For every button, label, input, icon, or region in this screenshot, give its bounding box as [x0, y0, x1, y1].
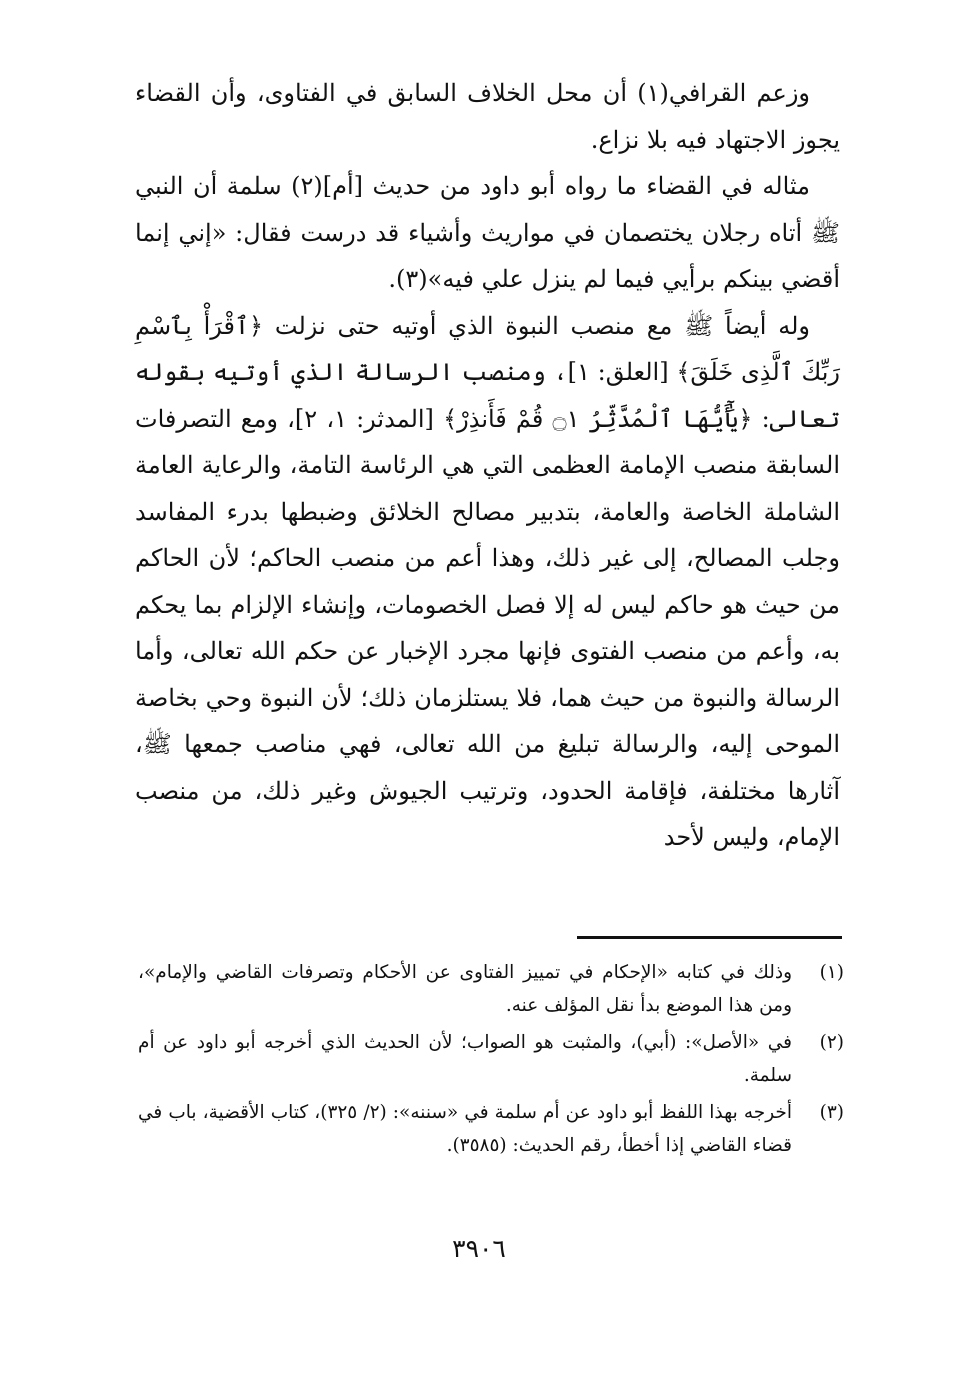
paragraph-1: وزعم القرافي(١) أن محل الخلاف السابق في الفتاوى، وأن القضاء يجوز الاجتهاد فيه بلا نزاع.	[135, 79, 840, 154]
main-text	[135, 70, 840, 861]
footnote-number: (٣)	[819, 1102, 844, 1123]
footnote-text: وذلك في كتابه «الإحكام في تمييز الفتاوى عن الأحكام وتصرفات القاضي والإمام»، ومن هذا الموضع بدأ نقل المؤلف عنه.	[138, 962, 792, 1016]
footnote-number: (١)	[819, 962, 844, 983]
footnote-2	[138, 1026, 844, 1092]
footnote-text: أخرجه بهذا اللفظ أبو داود عن أم سلمة في «سننه»: (٢/ ٣٢٥)، كتاب الأقضية، باب في قضاء القاضي إذا أخطأ، رقم الحديث: (٣٥٨٥).	[138, 1102, 792, 1156]
page-number: ٣٩٠٦	[452, 1234, 506, 1263]
footnotes	[138, 956, 844, 1166]
footnote-separator	[577, 936, 842, 939]
footnote-text: في «الأصل»: (أبي)، والمثبت هو الصواب؛ لأن الحديث الذي أخرجه أبو داود عن أم سلمة.	[138, 1032, 792, 1086]
footnote-1	[138, 956, 844, 1022]
paragraph-3: وله أيضاً ﷺ مع منصب النبوة الذي أوتيه حتى نزلت ﴿ٱقْرَأْ بِٱسْمِ رَبِّكَ ٱلَّذِى خَلَقَ﴾ [العلق: ١]، ومنصب الرسالة الذي أوتيه بقوله تعالى: ﴿يَٰٓأَيُّهَا ٱلْمُدَّثِّرُ ۝١ قُمْ فَأَنذِرْ﴾ [المدثر: ١، ٢]، ومع التصرفات السابقة منصب الإمامة العظمى التي هي الرئاسة التامة، والرعاية العامة الشاملة الخاصة والعامة، بتدبير مصالح الخلائق وضبطها بدرء المفاسد وجلب المصالح، إلى غير ذلك، وهذا أعم من منصب الحاكم؛ لأن الحاكم من حيث هو حاكم ليس له إلا فصل الخصومات، وإنشاء الإلزام بما يحكم به، وأعم من منصب الفتوى فإنها مجرد الإخبار عن حكم الله تعالى، وأما الرسالة والنبوة من حيث هما، فلا يستلزمان ذلك؛ لأن النبوة وحي بخاصة الموحى إليه، والرسالة تبليغ من الله تعالى، فهي مناصب جمعها ﷺ، آثارها مختلفة، فإقامة الحدود، وترتيب الجيوش وغير ذلك، من منصب الإمام، وليس لأحد	[135, 311, 840, 851]
footnote-number: (٢)	[819, 1032, 844, 1053]
footnote-3	[138, 1096, 844, 1162]
paragraph-2: مثاله في القضاء ما رواه أبو داود من حديث [أم](٢) سلمة أن النبي ﷺ أتاه رجلان يختصمان في مواريث وأشياء قد درست فقال: «إني إنما أقضي بينكم برأيي فيما لم ينزل علي فيه»(٣).	[135, 172, 840, 293]
